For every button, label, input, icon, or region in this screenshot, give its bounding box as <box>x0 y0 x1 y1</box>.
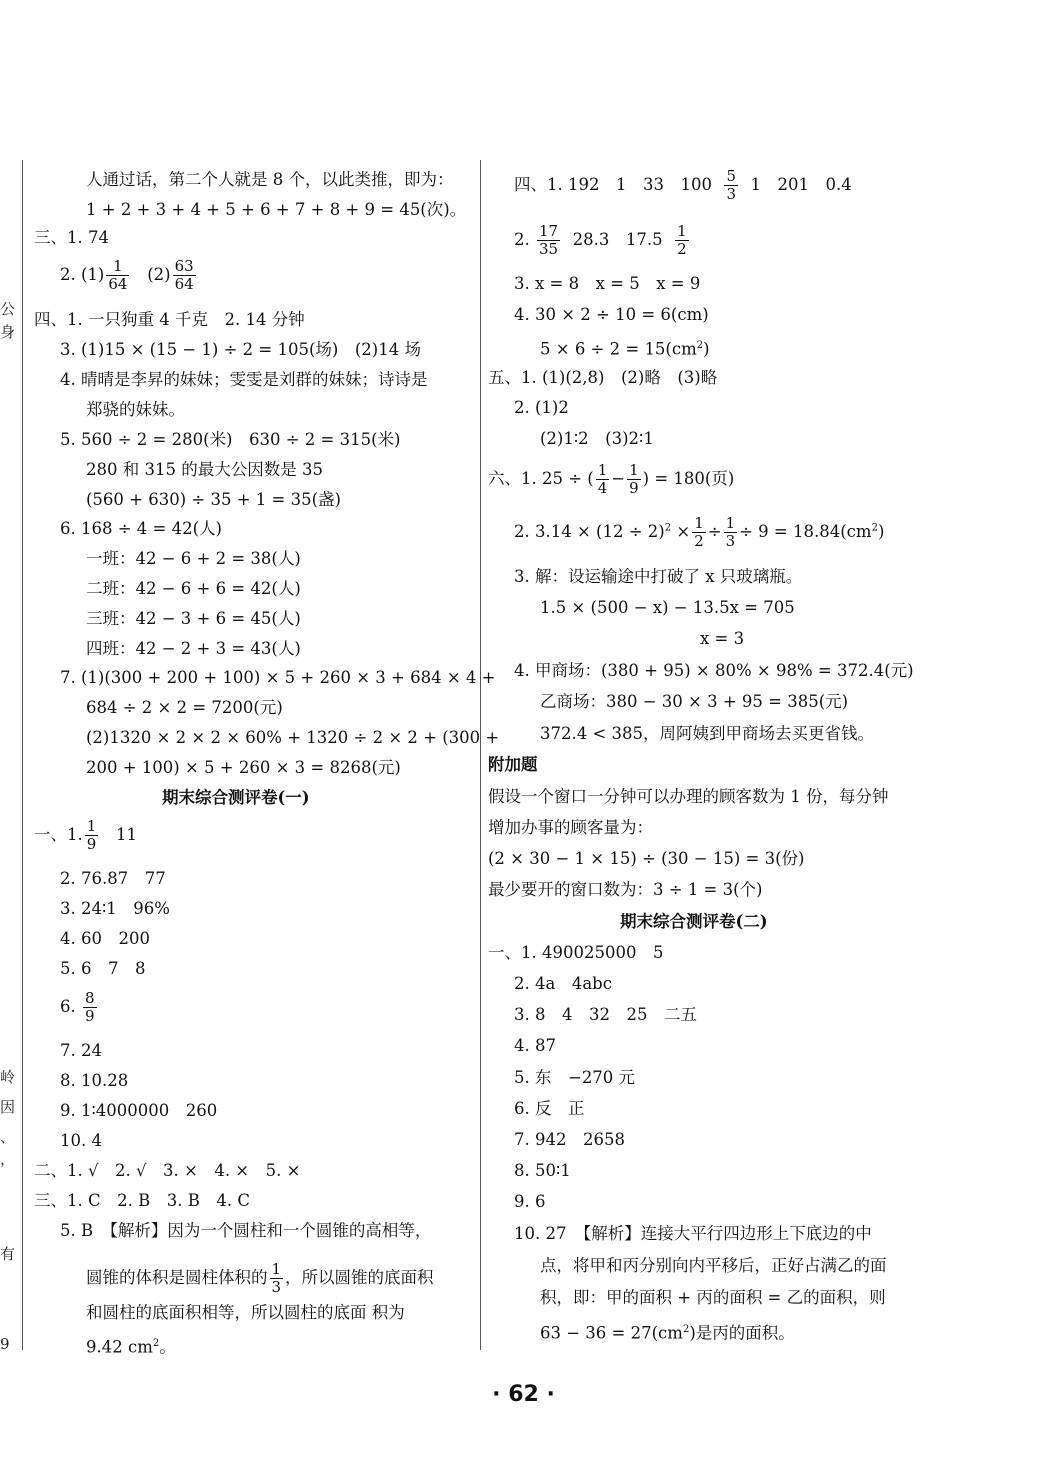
text-line: 9. 6 <box>514 1192 546 1211</box>
text-line: 三、1. 74 <box>34 228 109 247</box>
text-line: 5. 560 ÷ 2 = 280(米) 630 ÷ 2 = 315(米) <box>60 430 401 449</box>
fraction: $\frac{17}{35}$ <box>539 222 559 258</box>
text-line: 2. 76.87 77 <box>60 869 166 888</box>
fraction: $\frac{1}{9}$ <box>629 461 639 497</box>
column-divider <box>480 160 481 1350</box>
text-line: 乙商场：380 − 30 × 3 + 95 = 385(元) <box>540 692 849 711</box>
label: (2) <box>147 265 171 284</box>
text-line: 3. (1)15 × (15 − 1) ÷ 2 = 105(场) (2)14 场 <box>60 340 421 359</box>
text-line: 5. B 【解析】因为一个圆柱和一个圆锥的高相等， <box>60 1221 432 1240</box>
fraction: $\frac{1}{64}$ <box>108 257 128 293</box>
text-line: 四班：42 − 2 + 3 = 43(人) <box>86 639 301 658</box>
text-line: 4. 晴晴是李昇的妹妹；雯雯是刘群的妹妹；诗诗是 <box>60 370 428 389</box>
text-line: 三、1. C 2. B 3. B 4. C <box>34 1191 250 1210</box>
text-line: 和圆柱的底面积相等，所以圆柱的底面 积为 <box>86 1303 405 1322</box>
fraction: $\frac{1}{4}$ <box>597 461 608 497</box>
text-line: 684 ÷ 2 × 2 = 7200(元) <box>86 698 283 717</box>
edge-char: 9 <box>0 1335 10 1353</box>
text-line: 4. 甲商场：(380 + 95) × 80% × 98% = 372.4(元) <box>514 661 914 680</box>
answer-line <box>60 258 198 293</box>
edge-char: 因 <box>0 1098 16 1116</box>
text-line: 3. 8 4 32 25 二五 <box>514 1005 697 1024</box>
answer-line: $63 - 36 = 27(cm^2)$是丙的面积。 <box>540 1323 795 1343</box>
text-line: 200 + 100) × 5 + 260 × 3 = 8268(元) <box>86 758 401 777</box>
page-number: · 62 · <box>492 1382 555 1407</box>
text-line: 4. 87 <box>514 1036 556 1055</box>
text-line: 四、1. 一只狗重 4 千克 2. 14 分钟 <box>34 310 305 329</box>
text-line: 2. 4a 4abc <box>514 974 612 993</box>
text-line: 3. 解：设运输途中打破了 x 只玻璃瓶。 <box>514 567 803 586</box>
text-line: 5. 6 7 8 <box>60 959 146 978</box>
text-line: (2)1∶2 (3)2∶1 <box>540 429 654 448</box>
text-line: 7. 942 2658 <box>514 1130 625 1149</box>
text-line: 最少要开的窗口数为：3 ÷ 1 = 3(个) <box>488 880 763 899</box>
text-line: 372.4 < 385，周阿姨到甲商场去买更省钱。 <box>540 724 875 743</box>
edge-char: ， <box>0 1150 16 1168</box>
edge-char: 公 <box>0 300 16 318</box>
text-line: x = 3 <box>700 629 745 648</box>
fraction: $\frac{1}{2}$ <box>694 514 704 550</box>
text-line: 7. (1)(300 + 200 + 100) × 5 + 260 × 3 + 684 × 4 + <box>60 668 496 687</box>
text-line: (560 + 630) ÷ 35 + 1 = 35(盏) <box>86 490 341 509</box>
text-line: 7. 24 <box>60 1041 102 1060</box>
fraction: $\frac{1}{2}$ <box>677 222 687 258</box>
text-line: 5. 东 −270 元 <box>514 1068 636 1087</box>
text-line: 4. 60 200 <box>60 929 150 948</box>
text-line: 1 + 2 + 3 + 4 + 5 + 6 + 7 + 8 + 9 = 45(次)。 <box>86 200 467 219</box>
text-line: 1.5 × (500 − x) − 13.5x = 705 <box>540 598 795 617</box>
answer-line: 圆锥的体积是圆柱体积的 $\frac{1}{3}$ ，所以圆锥的底面积 <box>86 1260 434 1296</box>
text-line: 一班：42 − 6 + 2 = 38(人) <box>86 549 301 568</box>
section-title: 期末综合测评卷(一) <box>162 788 310 807</box>
text-line: 3. x = 8 x = 5 x = 9 <box>514 274 701 293</box>
fraction: $\frac{1}{3}$ <box>271 1260 282 1296</box>
answer-line: 一、1. $\frac{1}{9}$ 11 <box>34 817 138 853</box>
answer-line: 6. $\frac{8}{9}$ <box>60 989 95 1025</box>
text-line: 一、1. 490025000 5 <box>488 943 664 962</box>
fraction: $\frac{1}{3}$ <box>725 514 736 550</box>
answer-line: 六、1. 25 ÷ ( $\frac{1}{4}$ − $\frac{1}{9}$ ) = 180(页) <box>488 461 735 497</box>
text-line: 积，即：甲的面积 + 丙的面积 = 乙的面积，则 <box>540 1288 886 1307</box>
text-line: 二、1. √ 2. √ 3. × 4. × 5. × <box>34 1161 301 1180</box>
answer-line: 四、1. 192 1 33 100 $\frac{5}{3}$ 1 201 0.4 <box>514 167 852 203</box>
label: 2. (1) <box>60 265 105 284</box>
text-line: 10. 4 <box>60 1131 102 1150</box>
fraction: $\frac{8}{9}$ <box>85 989 95 1025</box>
text-line: 6. 168 ÷ 4 = 42(人) <box>60 519 222 538</box>
text-line: 二班：42 − 6 + 6 = 42(人) <box>86 579 301 598</box>
text-line: 五、1. (1)(2,8) (2)略 (3)略 <box>488 368 718 387</box>
text-line: 郑骁的妹妹。 <box>86 400 185 419</box>
text-line: 人通过话，第二个人就是 8 个，以此类推，即为： <box>86 170 454 189</box>
text-line: (2 × 30 − 1 × 15) ÷ (30 − 15) = 3(份) <box>488 849 805 868</box>
fraction: $\frac{5}{3}$ <box>726 167 737 203</box>
edge-char: 、 <box>0 1128 16 1146</box>
answer-line: 2. $\frac{17}{35}$ 28.3 17.5 $\frac{1}{2}$ <box>514 222 687 258</box>
section-title: 期末综合测评卷(二) <box>620 912 768 931</box>
text-line: 280 和 315 的最大公因数是 35 <box>86 460 323 479</box>
text-line: 6. 反 正 <box>514 1099 585 1118</box>
edge-char: 有 <box>0 1245 16 1263</box>
text-line: 3. 24∶1 96% <box>60 899 170 918</box>
text-line: (2)1320 × 2 × 2 × 60% + 1320 ÷ 2 × 2 + (300 + <box>86 728 500 747</box>
fraction: $\frac{1}{9}$ <box>86 817 97 853</box>
answer-line: 2. $3.14 \times (12 \div 2)^2$ × $\frac{1}{2}$ ÷ $\frac{1}{3}$ ÷ $9 = 18.84(cm^2)$ <box>514 514 885 550</box>
answer-line: 9.42 $cm^2$。 <box>86 1337 176 1357</box>
answer-line: $5 \times 6 \div 2 = 15(cm^2)$ <box>540 339 710 359</box>
text-line: 增加办事的顾客量为： <box>488 818 653 837</box>
edge-char: 身 <box>0 323 16 341</box>
text-line: 2. (1)2 <box>514 398 569 417</box>
text-line: 点，将甲和丙分别向内平移后，正好占满乙的面 <box>540 1256 887 1275</box>
text-line: 三班：42 − 3 + 6 = 45(人) <box>86 609 301 628</box>
fraction: $\frac{63}{64}$ <box>174 257 194 293</box>
edge-char: 岭 <box>0 1068 16 1086</box>
left-edge-rule <box>22 160 23 1350</box>
text-line: 8. 50∶1 <box>514 1161 571 1180</box>
text-line: 4. 30 × 2 ÷ 10 = 6(cm) <box>514 305 709 324</box>
text-line: 9. 1∶4000000 260 <box>60 1101 218 1120</box>
text-line: 假设一个窗口一分钟可以办理的顾客数为 1 份，每分钟 <box>488 787 889 806</box>
text-line: 10. 27 【解析】连接大平行四边形上下底边的中 <box>514 1224 872 1243</box>
section-title: 附加题 <box>488 755 538 774</box>
text-line: 8. 10.28 <box>60 1071 129 1090</box>
